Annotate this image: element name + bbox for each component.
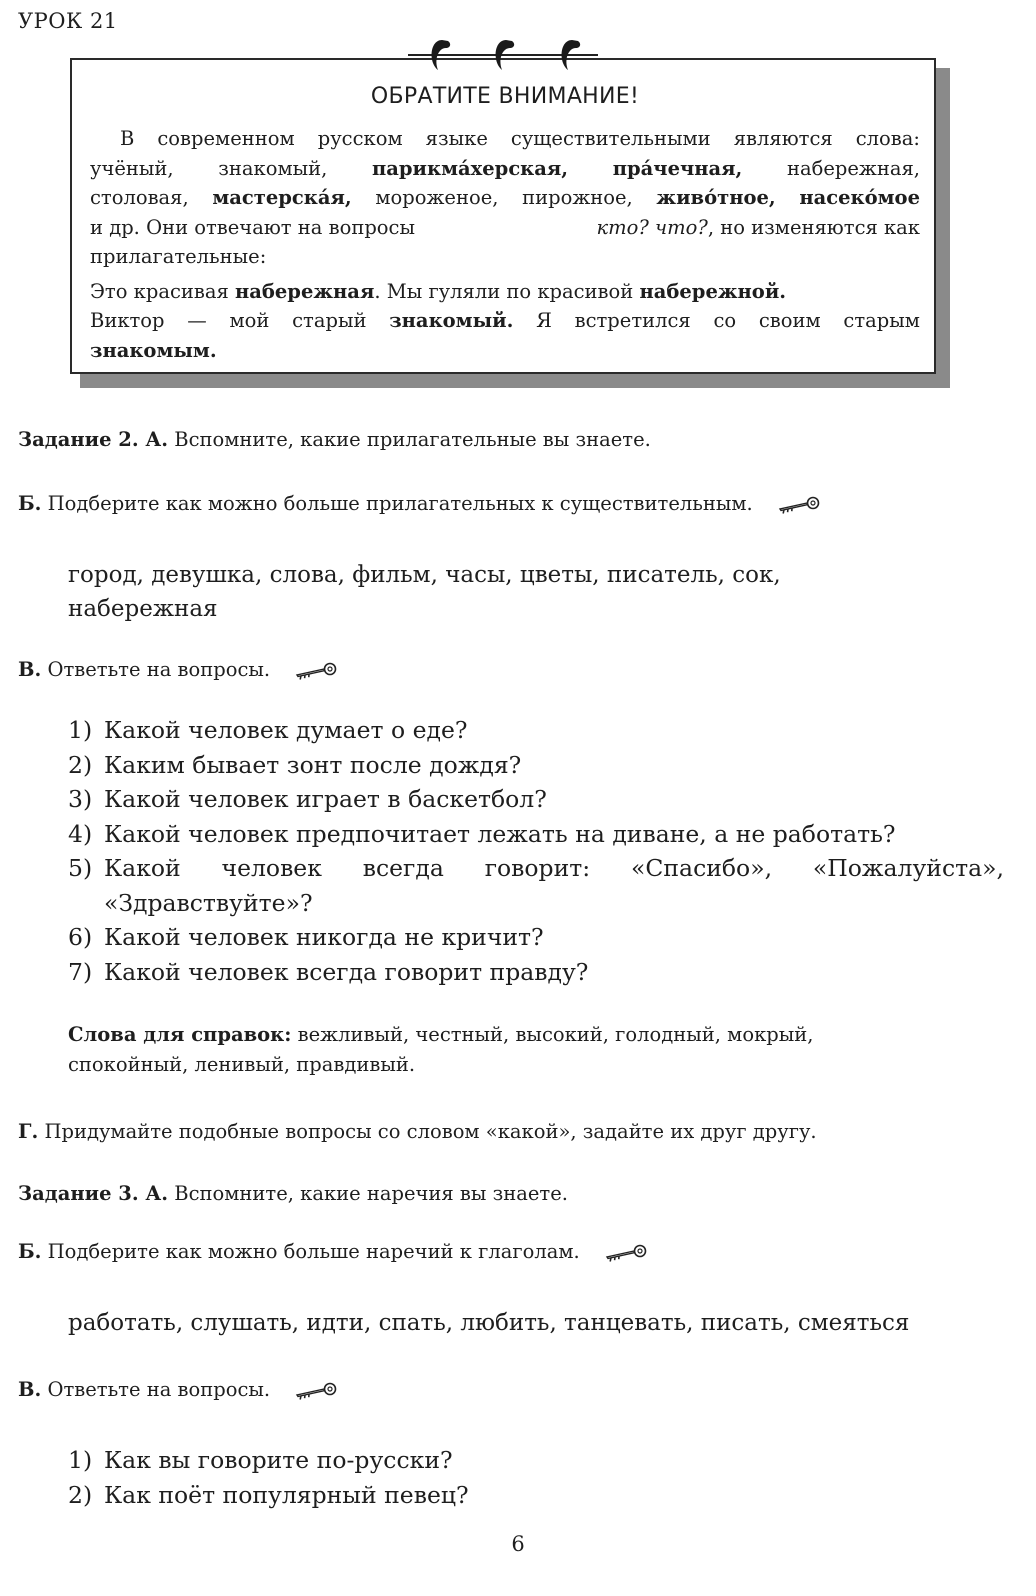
list-item: «Здравствуйте»? [104, 888, 313, 917]
task2-v: В. Ответьте на вопросы. [18, 658, 338, 681]
notice-title: ОБРАТИТЕ ВНИМАНИЕ! [370, 84, 640, 109]
key-icon [773, 495, 821, 515]
notice-example-1: Это красивая набережная. Мы гуляли по красивой набережной. [90, 279, 787, 303]
notice-line-3: столовая, мастерска́я, мороженое, пирожное, живо́тное, насеко́мое [90, 186, 920, 209]
task3-b: Б. Подберите как можно больше наречий к глаголам. [18, 1240, 648, 1263]
list-item: 1) Какой человек думает о еде? [68, 716, 468, 744]
notice-example-2: Виктор — мой старый знакомый. Я встретился со своим старым [90, 309, 920, 332]
list-item: 2) Как поёт популярный певец? [68, 1480, 469, 1509]
task2-b-words: город, девушка, слова, фильм, часы, цветы, писатель, сок, набережная [68, 562, 781, 622]
task3-b-words: работать, слушать, идти, спать, любить, танцевать, писать, смеяться [68, 1310, 910, 1336]
notice-box [70, 58, 936, 374]
task2-b: Б. Подберите как можно больше прилагательных к существительным. [18, 492, 821, 515]
task2-a: Задание 2. А. Вспомните, какие прилагательные вы знаете. [18, 428, 651, 451]
notice-example-2-end: знакомым. [90, 338, 217, 362]
lesson-header: УРОК 21 [18, 9, 118, 33]
list-item: 1) Как вы говорите по-русски? [68, 1446, 453, 1474]
reference-words: Слова для справок: вежливый, честный, высокий, голодный, мокрый, спокойный, ленивый, правдивый. [68, 1023, 814, 1076]
list-item: 4) Какой человек предпочитает лежать на диване, а не работать? [68, 819, 896, 848]
list-item: 6) Какой человек никогда не кричит? [68, 923, 544, 951]
notice-line-2: учёный, знакомый, парикма́херская, пра́чечная, набережная, [90, 156, 920, 180]
page-number: 6 [511, 1532, 525, 1556]
key-icon [290, 1381, 338, 1401]
task3-v: В. Ответьте на вопросы. [18, 1378, 338, 1401]
list-item: 3) Какой человек играет в баскетбол? [68, 785, 547, 813]
task3-a: Задание 3. А. Вспомните, какие наречия вы знаете. [18, 1182, 568, 1205]
task2-g: Г. Придумайте подобные вопросы со словом «какой», задайте их друг другу. [18, 1120, 817, 1143]
notice-text [90, 124, 920, 365]
list-item: 7) Какой человек всегда говорит правду? [68, 957, 589, 986]
task2-questions [68, 713, 1004, 989]
notice-line-4: и др. Они отвечают на вопросы кто? что?, но изменяются как [90, 215, 920, 239]
task3-questions [68, 1443, 469, 1512]
list-item: 5) Какой человек всегда говорит: «Спасибо», «Пожалуйста», [68, 854, 1004, 882]
notice-line-1: В современном русском языке существительными являются слова: [120, 127, 920, 150]
key-icon [600, 1243, 648, 1263]
list-item: 2) Каким бывает зонт после дождя? [68, 750, 522, 779]
notice-line-5: прилагательные: [90, 245, 267, 268]
key-icon [290, 661, 338, 681]
binder-rings-icon [408, 36, 598, 76]
